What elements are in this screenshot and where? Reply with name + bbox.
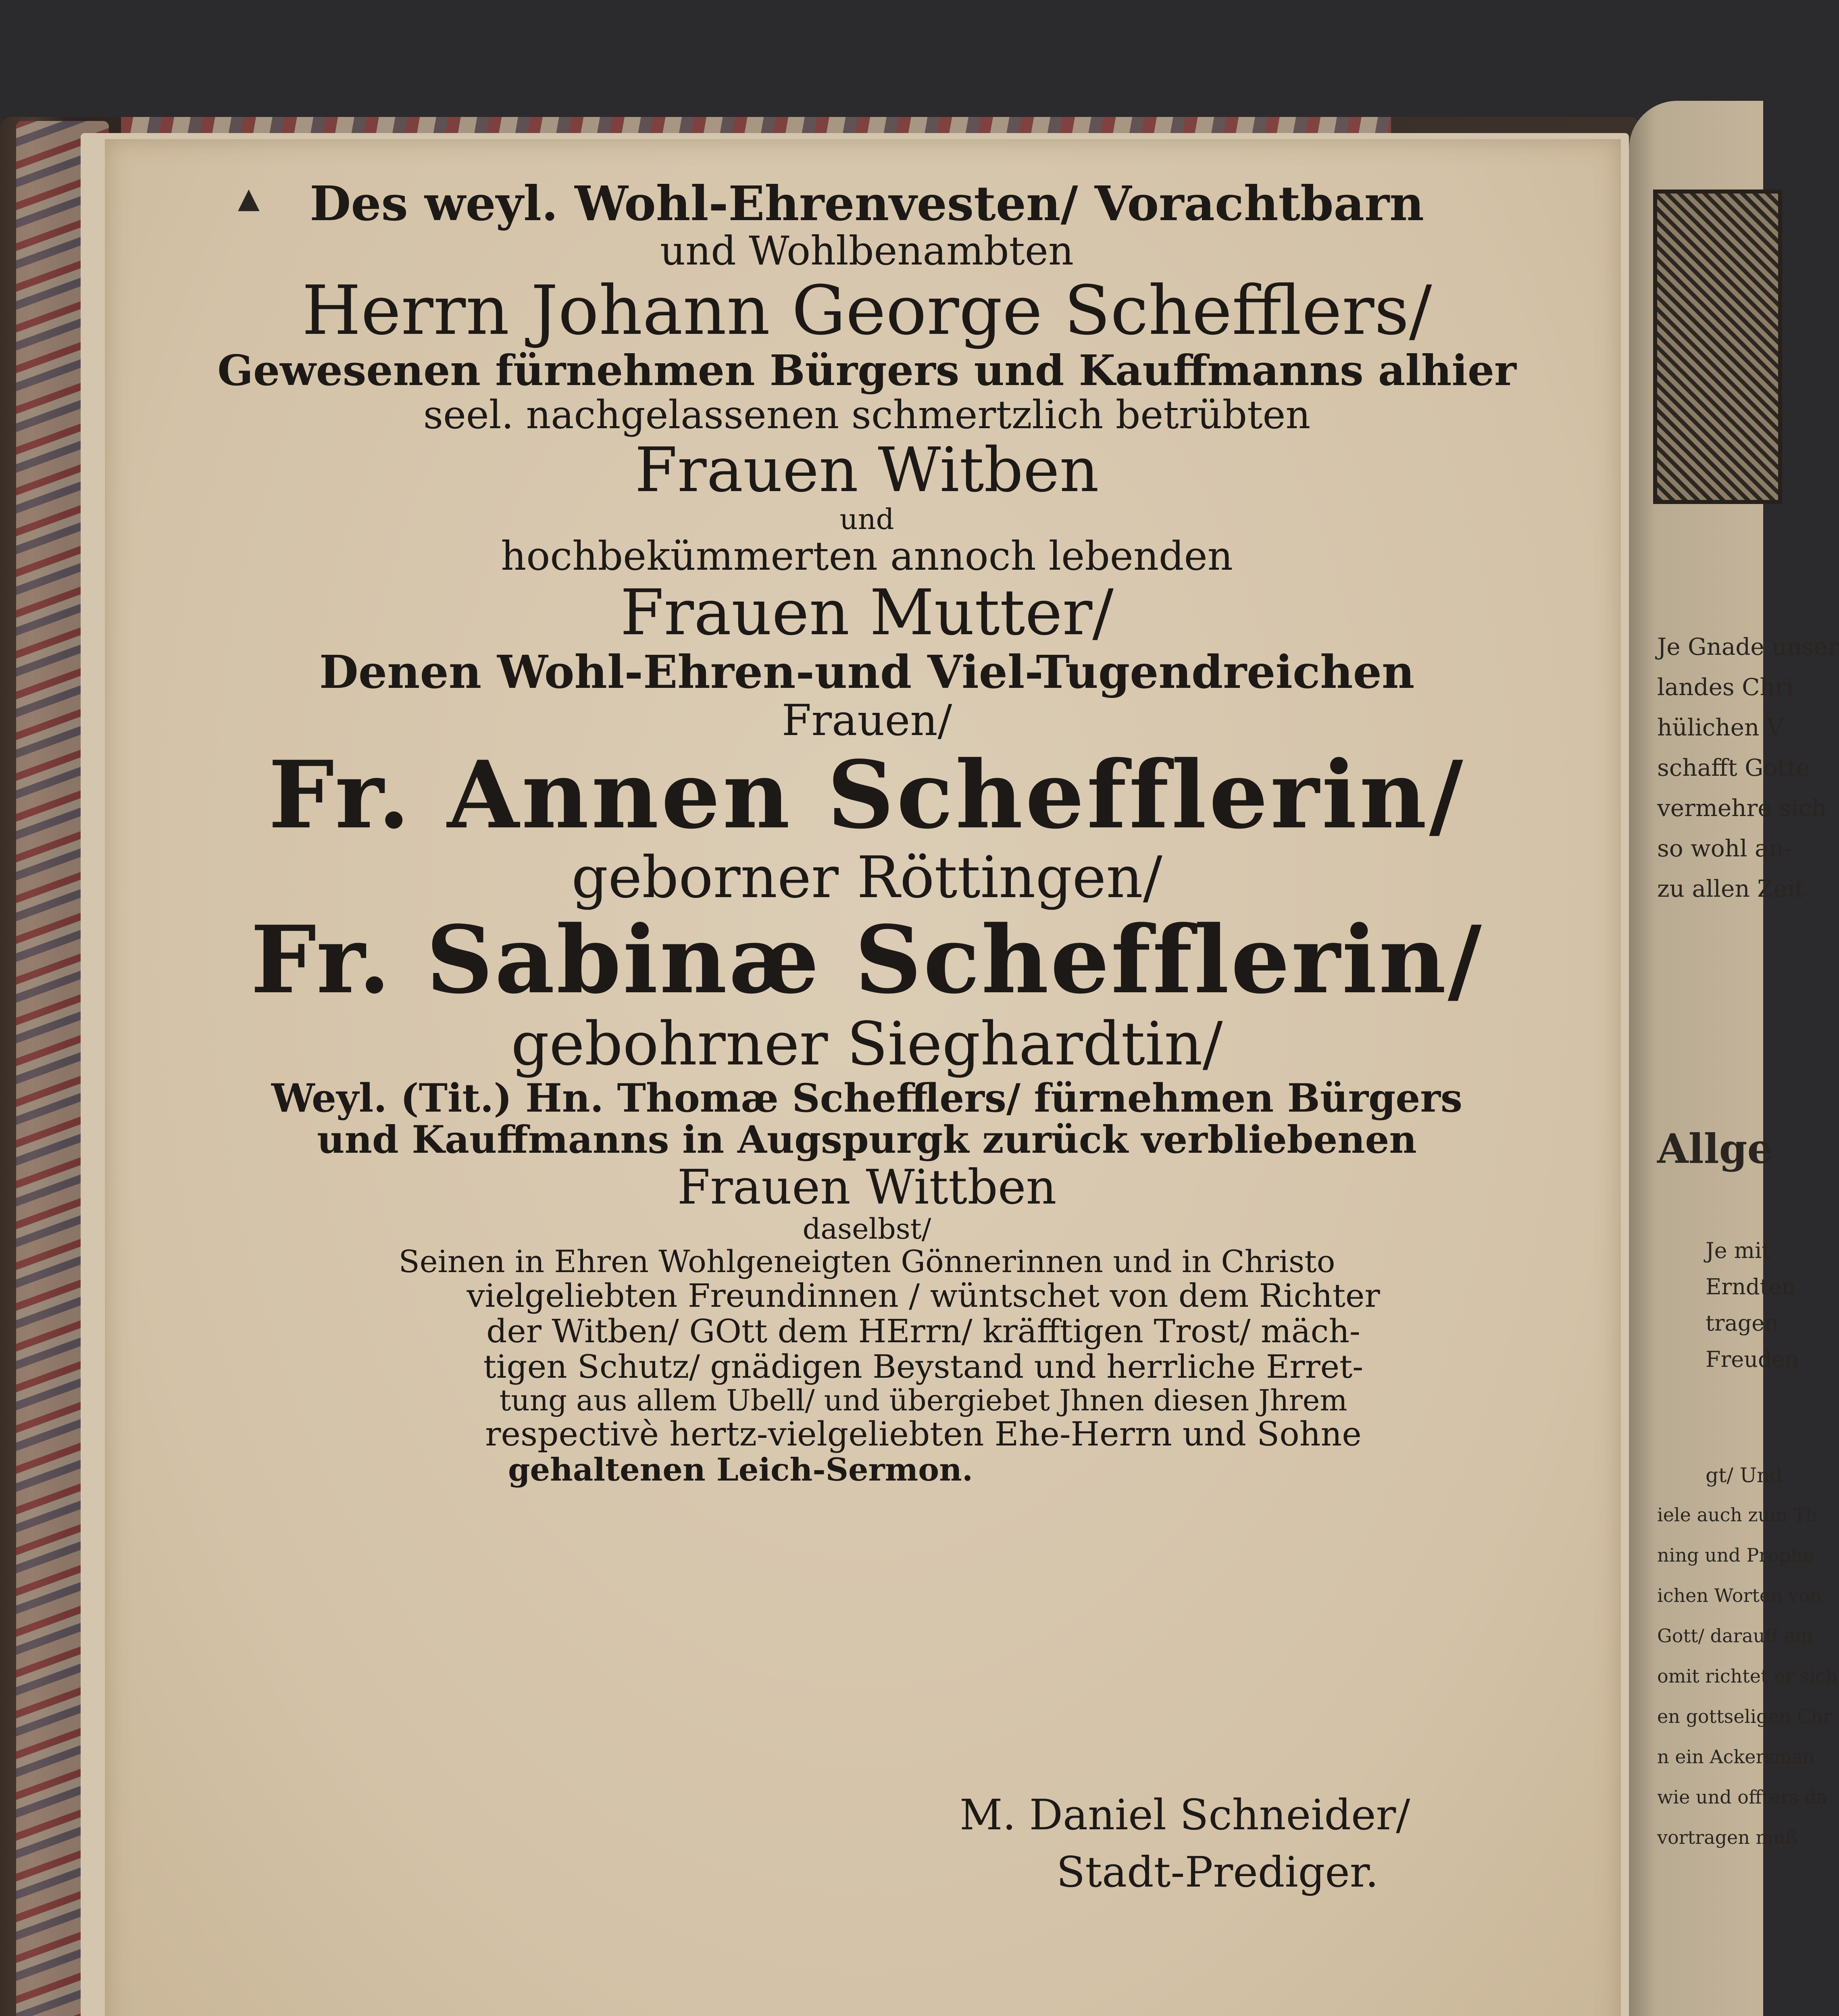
dedication-line: Frauen/ <box>781 696 952 746</box>
dedication-line: Des weyl. Wohl-Ehrenvesten/ Vorachtbarn <box>310 175 1424 231</box>
dedication-line: hochbekümmerten annoch lebenden <box>501 533 1233 579</box>
next-page-line: iele auch zum Th <box>1657 1504 1818 1526</box>
next-page-line: ning und Prophe <box>1657 1544 1814 1566</box>
facing-page-edge <box>1629 101 1839 2016</box>
next-page-line: en gottseligen Chr <box>1657 1706 1832 1727</box>
dedication-line: Seinen in Ehren Wohlgeneigten Gönnerinnen und in Christo <box>398 1243 1335 1279</box>
signature-name: M. Daniel Schneider/ <box>960 1790 1410 1839</box>
next-page-line: zu allen Zeit <box>1657 875 1804 902</box>
dedication-line: der Witben/ GOtt dem HErrn/ kräfftigen Trost/ mäch- <box>486 1312 1360 1350</box>
dedication-line: Gewesenen fürnehmen Bürgers und Kauffmanns alhier <box>217 346 1516 396</box>
next-page-line: landes Chri <box>1657 673 1794 701</box>
woodcut-illustration <box>1653 190 1782 504</box>
next-page-line: hülichen V <box>1657 714 1784 741</box>
next-page-line: omit richtet er sich <box>1657 1665 1838 1687</box>
next-page-line: Freuden <box>1706 1347 1799 1372</box>
dedication-name-line: Herrn Johann George Schefflers/ <box>302 271 1432 350</box>
dedication-line: geborner Röttingen/ <box>571 844 1162 911</box>
dedication-line: Weyl. (Tit.) Hn. Thomæ Schefflers/ fürnehmen Bürgers <box>271 1075 1462 1121</box>
next-page-line: Je mit <box>1706 1238 1770 1263</box>
dedication-line: gebohrner Sieghardtin/ <box>511 1009 1223 1079</box>
dedication-line: gehaltenen Leich-Sermon. <box>508 1452 973 1489</box>
next-page-line: Gott/ darauff ein <box>1657 1625 1813 1647</box>
dedication-line: daselbst/ <box>802 1212 931 1245</box>
dedication-line: Frauen Wittben <box>677 1159 1057 1215</box>
next-page-line: gt/ Und <box>1706 1464 1783 1487</box>
next-page-line: Je Gnade unser <box>1657 633 1839 660</box>
ink-mark: ▲ <box>238 181 260 215</box>
dedication-name-line: Fr. Sabinæ Schefflerin/ <box>250 905 1483 1014</box>
next-page-heading: Allge <box>1657 1125 1773 1173</box>
next-page-line: schafft Gotte <box>1657 754 1810 781</box>
signature-title: Stadt-Prediger. <box>1056 1847 1379 1897</box>
dedication-line: und Kauffmanns in Augspurgk zurück verbliebenen <box>317 1118 1417 1162</box>
dedication-line: und Wohlbenambten <box>660 228 1074 274</box>
next-page-line: vermehre sich <box>1657 794 1827 822</box>
next-page-line: so wohl an- <box>1657 835 1792 862</box>
dedication-line: Frauen Mutter/ <box>620 576 1114 650</box>
dedication-line: seel. nachgelassenen schmertzlich betrübten <box>423 392 1311 437</box>
signature-block <box>960 1790 1564 1897</box>
next-page-line: vortragen muß <box>1657 1826 1798 1848</box>
next-page-line: ichen Worten von <box>1657 1585 1822 1606</box>
next-page-line: wie und offters da <box>1657 1786 1828 1808</box>
dedication-line: und <box>839 502 894 536</box>
dedication-name-line: Fr. Annen Schefflerin/ <box>268 740 1466 850</box>
dedication-line: Denen Wohl-Ehren-und Viel-Tugendreichen <box>319 646 1415 699</box>
dedication-text <box>121 177 1613 1487</box>
dedication-line: Frauen Witben <box>635 434 1099 506</box>
next-page-line: tragen <box>1706 1310 1779 1336</box>
next-page-line: n ein Ackersman <box>1657 1746 1815 1768</box>
dedication-line: respectivè hertz-vielgeliebten Ehe-Herrn und Sohne <box>485 1415 1362 1454</box>
dedication-line: tung aus allem Ubell/ und übergiebet Jhnen diesen Jhrem <box>499 1383 1347 1418</box>
next-page-line: Erndten <box>1706 1274 1796 1300</box>
dedication-line: tigen Schutz/ gnädigen Beystand und herrliche Erret- <box>483 1348 1364 1386</box>
dedication-line: vielgeliebten Freundinnen / wüntschet von dem Richter <box>467 1277 1380 1315</box>
